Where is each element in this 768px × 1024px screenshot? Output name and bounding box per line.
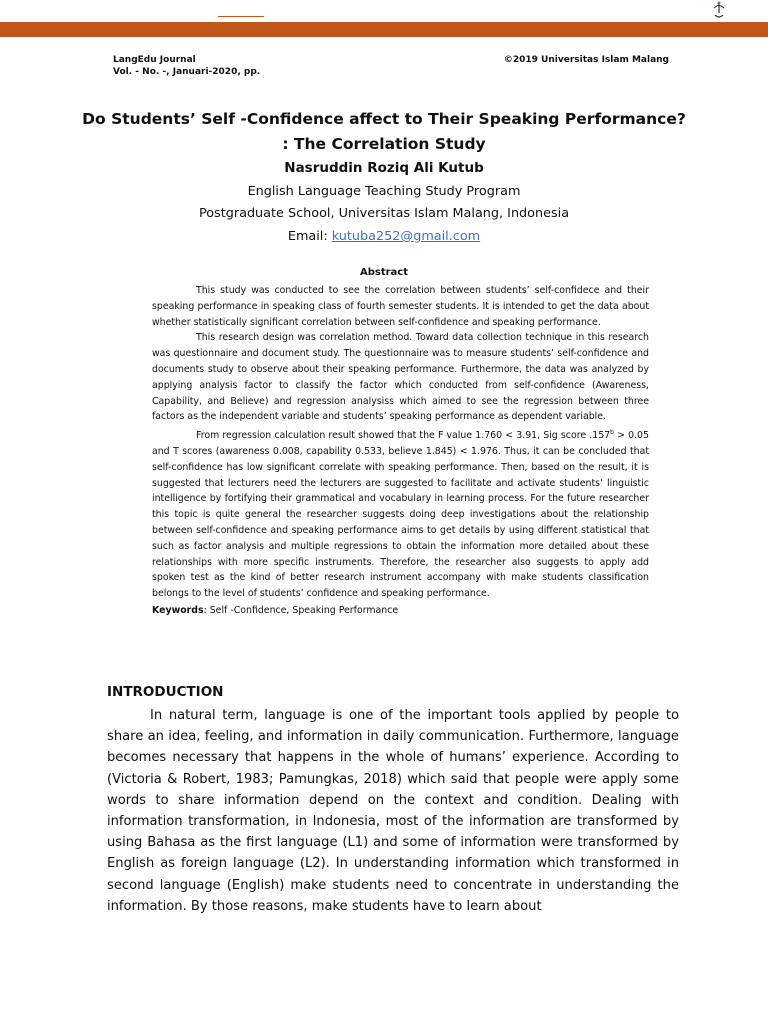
keywords (152, 603, 649, 619)
top-strip (0, 0, 768, 23)
abstract-text: From regression calculation result showed that the F value 1.760 < 3.91, Sig score .157 (196, 430, 611, 442)
superscript: b (610, 429, 614, 437)
email-label: Email: (287, 229, 332, 244)
top-accent-line (218, 16, 264, 17)
journal-name: LangEdu Journal (113, 55, 196, 65)
abstract-paragraph: This research design was correlation method. Toward data collection technique in this research was questionnaire and document study. The questionnaire was to measure students’ self-confidence and documents study to observe about their speaking performance. Furthermore, the data was analyzed by applying analysis factor to classify the factor which conducted from self-confidence (Awareness, Capability, and Believe) and regression analysiss which aimed to see the regression between three factors as the independent variable and students’ speaking performance as dependent variable. (152, 332, 649, 423)
abstract-text: > 0.05 and T scores (awareness 0.008, capability 0.533, believe 1.845) < 1.976. Thus, it can be concluded that self-confidence has low significant correlate with speaking performance. Then, based on the result, it is suggested that lecturers need the lecturers are suggested to facilitate and activate students’ linguistic intelligence by fortifying their grammatical and vocabulary in learning process. For the future researcher this topic is quite general the researcher suggests doing deep investigations about the relationship between self-confidence and speaking performance aims to get details by using different statistical that such as factor analysis and multiple regressions to obtain the information more detailed about these relationships with more specific instruments. Therefore, the researcher also suggests to apply add spoken test as the kind of better research instrument accompany with make students classification belongs to the level of students’ confidence and speaking performance. (152, 430, 649, 600)
abstract-paragraph (152, 425, 649, 602)
keywords-value: : Self -Confidence, Speaking Performance (203, 605, 399, 617)
title-line-1: Do Students’ Self -Confidence affect to Their Speaking Performance? (82, 110, 686, 128)
abstract-paragraph: This study was conducted to see the correlation between students’ self-confidece and their speaking performance in speaking class of fourth semester students. It is intended to get the data about whether statistically significant correlation between self-confidence and speaking performance. (152, 285, 649, 328)
title-line-2: : The Correlation Study (282, 135, 486, 153)
author-email (60, 229, 708, 244)
paper-title (60, 107, 708, 157)
journal-logo-icon (707, 0, 731, 22)
introduction-heading: INTRODUCTION (107, 684, 224, 700)
introduction-paragraph: In natural term, language is one of the important tools applied by people to share an idea, feeling, and information in daily communication. Furthermore, language becomes necessary that happens in the whole of humans’ experience. According to (Victoria & Robert, 1983; Pamungkas, 2018) which said that people were apply some words to share information depend on the context and condition. Dealing with information transformation, in Indonesia, most of the information are transformed by using Bahasa as the first language (L1) and some of information were transformed by English as foreign language (L2). In understanding information which transformed in second language (English) make students need to concentrate in understanding the information. By those reasons, make students have to learn about (107, 708, 679, 914)
keywords-label: Keywords (152, 605, 204, 617)
journal-volume: Vol. - No. -, Januari-2020, pp. (113, 67, 261, 77)
author-name: Nasruddin Roziq Ali Kutub (284, 160, 484, 176)
introduction-body (107, 705, 679, 917)
journal-info (113, 54, 260, 78)
abstract-body (152, 283, 649, 619)
copyright: ©2019 Universitas Islam Malang (503, 55, 669, 65)
affiliation-school: Postgraduate School, Universitas Islam Malang, Indonesia (198, 206, 570, 221)
abstract-heading: Abstract (359, 267, 409, 278)
header-band (0, 22, 768, 37)
affiliation-program: English Language Teaching Study Program (247, 184, 521, 199)
email-link[interactable]: kutuba252@gmail.com (331, 229, 481, 244)
